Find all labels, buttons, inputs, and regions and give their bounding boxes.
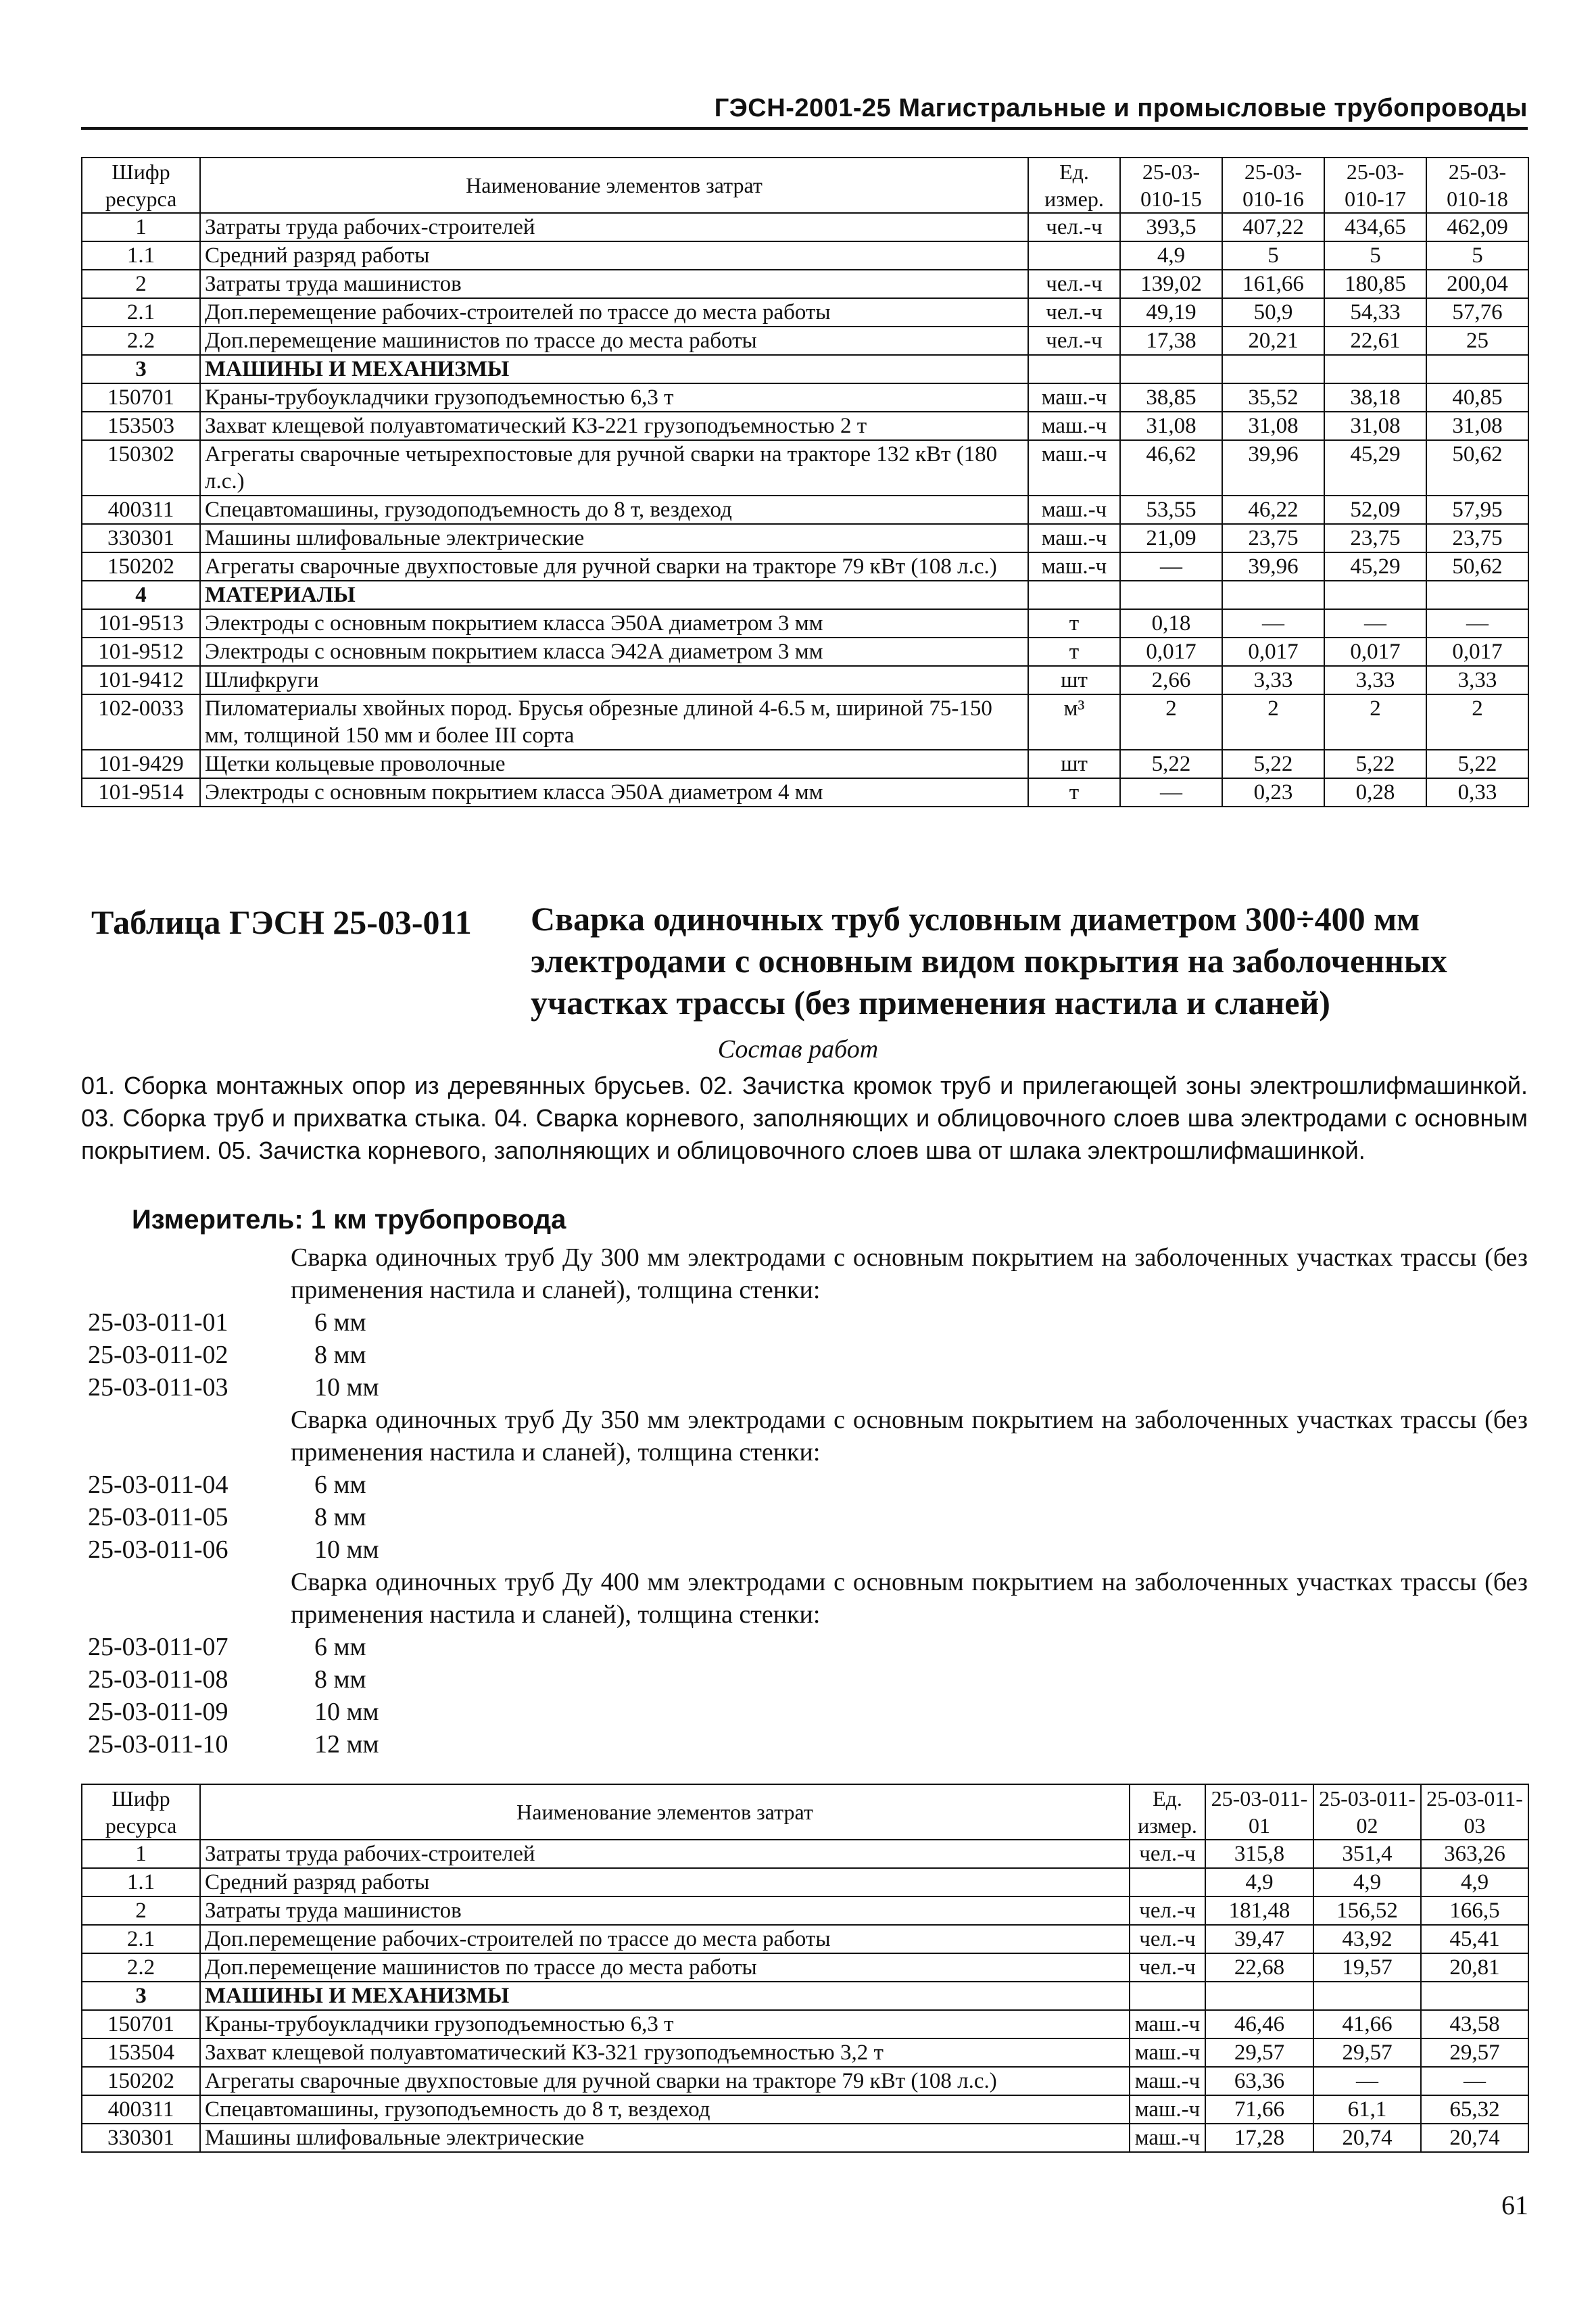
resource-code: 1.1 bbox=[82, 1868, 200, 1896]
norm-code: 25-03-011-10 bbox=[88, 1730, 228, 1759]
norm-codes-list bbox=[81, 1241, 1528, 1761]
resource-value: 22,68 bbox=[1205, 1953, 1313, 1982]
resource-unit: маш.-ч bbox=[1028, 496, 1120, 524]
resource-code: 101-9512 bbox=[82, 638, 200, 666]
resource-unit bbox=[1130, 1868, 1205, 1896]
wall-thickness: 6 мм bbox=[314, 1308, 366, 1337]
resource-value: 3,33 bbox=[1324, 666, 1426, 694]
wall-thickness: 8 мм bbox=[314, 1665, 366, 1694]
resource-unit bbox=[1028, 581, 1120, 609]
table-row bbox=[82, 1896, 1528, 1925]
resource-value bbox=[1426, 355, 1528, 383]
resource-value: 200,04 bbox=[1426, 270, 1528, 298]
resource-value: 5,22 bbox=[1324, 750, 1426, 778]
table-row bbox=[82, 552, 1528, 581]
resource-value: 49,19 bbox=[1120, 298, 1222, 327]
resource-value: 31,08 bbox=[1120, 412, 1222, 440]
resource-name: Машины шлифовальные электрические bbox=[200, 2124, 1130, 2152]
header-col: 25-03-010-16 bbox=[1222, 158, 1324, 213]
table-row bbox=[82, 327, 1528, 355]
norm-code: 25-03-011-03 bbox=[88, 1373, 228, 1402]
resource-value: 25 bbox=[1426, 327, 1528, 355]
wall-thickness: 6 мм bbox=[314, 1633, 366, 1661]
resource-value: 46,62 bbox=[1120, 440, 1222, 496]
resource-name: Электроды с основным покрытием класса Э50А диаметром 3 мм bbox=[200, 609, 1028, 638]
resource-code: 330301 bbox=[82, 524, 200, 552]
resource-value: 17,38 bbox=[1120, 327, 1222, 355]
resource-name: МАШИНЫ И МЕХАНИЗМЫ bbox=[200, 355, 1028, 383]
resource-unit: шт bbox=[1028, 750, 1120, 778]
resource-unit: т bbox=[1028, 638, 1120, 666]
norm-code: 25-03-011-06 bbox=[88, 1535, 228, 1564]
resource-name: Щетки кольцевые проволочные bbox=[200, 750, 1028, 778]
resource-unit: м³ bbox=[1028, 694, 1120, 750]
table-row bbox=[82, 2095, 1528, 2124]
resource-unit: маш.-ч bbox=[1130, 2067, 1205, 2095]
table-row bbox=[82, 1953, 1528, 1982]
resource-code: 150701 bbox=[82, 383, 200, 412]
resource-unit: маш.-ч bbox=[1130, 2010, 1205, 2038]
wall-thickness: 10 мм bbox=[314, 1535, 379, 1564]
resource-table-1 bbox=[81, 157, 1529, 807]
resource-value: 2 bbox=[1324, 694, 1426, 750]
resource-value: 166,5 bbox=[1421, 1896, 1528, 1925]
wall-thickness: 8 мм bbox=[314, 1341, 366, 1369]
resource-value: 43,92 bbox=[1313, 1925, 1421, 1953]
resource-value: 434,65 bbox=[1324, 213, 1426, 241]
resource-value bbox=[1222, 355, 1324, 383]
header-code: Шифр ресурса bbox=[82, 158, 200, 213]
resource-unit: чел.-ч bbox=[1028, 298, 1120, 327]
resource-value: 181,48 bbox=[1205, 1896, 1313, 1925]
resource-value: 50,9 bbox=[1222, 298, 1324, 327]
norm-code: 25-03-011-05 bbox=[88, 1503, 228, 1531]
resource-unit: маш.-ч bbox=[1130, 2095, 1205, 2124]
resource-value: 39,96 bbox=[1222, 440, 1324, 496]
norm-code-line bbox=[81, 1631, 1528, 1663]
resource-name: Агрегаты сварочные двухпостовые для ручной сварки на тракторе 79 кВт (108 л.с.) bbox=[200, 2067, 1130, 2095]
norm-group-description: Сварка одиночных труб Ду 350 мм электродами с основным покрытием на заболоченных участках трассы (без применения настила и сланей), толщина стенки: bbox=[291, 1406, 1528, 1466]
resource-unit: маш.-ч bbox=[1028, 524, 1120, 552]
resource-value: — bbox=[1120, 552, 1222, 581]
resource-value bbox=[1324, 581, 1426, 609]
resource-unit: т bbox=[1028, 609, 1120, 638]
table-row bbox=[82, 2010, 1528, 2038]
norm-code-line bbox=[81, 1501, 1528, 1533]
resource-value: 0,28 bbox=[1324, 778, 1426, 807]
resource-value: 61,1 bbox=[1313, 2095, 1421, 2124]
resource-value: 31,08 bbox=[1222, 412, 1324, 440]
resource-value: 351,4 bbox=[1313, 1840, 1421, 1868]
table-row bbox=[82, 213, 1528, 241]
resource-value: 20,74 bbox=[1313, 2124, 1421, 2152]
table-row bbox=[82, 2038, 1528, 2067]
header-name: Наименование элементов затрат bbox=[200, 158, 1028, 213]
table-header-row bbox=[82, 158, 1528, 213]
resource-name: Затраты труда рабочих-строителей bbox=[200, 1840, 1130, 1868]
resource-table-2 bbox=[81, 1784, 1529, 2153]
works-description: 01. Сборка монтажных опор из деревянных брусьев. 02. Зачистка кромок труб и прилегающей зоны электрошлифмашинкой. 03. Сборка труб и прихватка стыка. 04. Сварка корневого, заполняющих и облицовочного слоев шва электродами с основным покрытием. 05. Зачистка корневого, заполняющих и облицовочного слоев шва от шлака электрошлифмашинкой. bbox=[81, 1072, 1528, 1164]
resource-value: — bbox=[1222, 609, 1324, 638]
table-body bbox=[82, 1840, 1528, 2152]
table-row bbox=[82, 412, 1528, 440]
resource-value: 5,22 bbox=[1222, 750, 1324, 778]
resource-code: 2 bbox=[82, 1896, 200, 1925]
header-col: 25-03-010-15 bbox=[1120, 158, 1222, 213]
resource-value: 53,55 bbox=[1120, 496, 1222, 524]
table-row bbox=[82, 496, 1528, 524]
resource-code: 2.2 bbox=[82, 1953, 200, 1982]
norm-code: 25-03-011-04 bbox=[88, 1471, 228, 1499]
norm-code-line bbox=[81, 1728, 1528, 1761]
table-row bbox=[82, 298, 1528, 327]
header-unit: Ед. измер. bbox=[1130, 1784, 1205, 1840]
header-col: 25-03-011-02 bbox=[1313, 1784, 1421, 1840]
norm-code-line bbox=[81, 1371, 1528, 1404]
resource-code: 2.1 bbox=[82, 1925, 200, 1953]
resource-name: Доп.перемещение рабочих-строителей по трассе до места работы bbox=[200, 298, 1028, 327]
resource-value: 0,33 bbox=[1426, 778, 1528, 807]
resource-code: 101-9514 bbox=[82, 778, 200, 807]
resource-value: 315,8 bbox=[1205, 1840, 1313, 1868]
resource-code: 153504 bbox=[82, 2038, 200, 2067]
resource-value bbox=[1313, 1982, 1421, 2010]
resource-value bbox=[1120, 581, 1222, 609]
resource-code: 150302 bbox=[82, 440, 200, 496]
table-row bbox=[82, 241, 1528, 270]
resource-value: — bbox=[1324, 609, 1426, 638]
resource-name: Доп.перемещение рабочих-строителей по трассе до места работы bbox=[200, 1925, 1130, 1953]
resource-value bbox=[1421, 1982, 1528, 2010]
table-row bbox=[82, 666, 1528, 694]
resource-code: 2.1 bbox=[82, 298, 200, 327]
resource-name: Захват клещевой полуавтоматический КЗ-221 грузоподъемностью 2 т bbox=[200, 412, 1028, 440]
resource-code: 101-9429 bbox=[82, 750, 200, 778]
resource-value: 45,41 bbox=[1421, 1925, 1528, 1953]
resource-value: 2 bbox=[1222, 694, 1324, 750]
resource-value: 3,33 bbox=[1222, 666, 1324, 694]
resource-value: 4,9 bbox=[1205, 1868, 1313, 1896]
resource-unit: маш.-ч bbox=[1028, 412, 1120, 440]
resource-name: Краны-трубоукладчики грузоподъемностью 6,3 т bbox=[200, 2010, 1130, 2038]
resource-name: Затраты труда машинистов bbox=[200, 270, 1028, 298]
norm-code-line bbox=[81, 1663, 1528, 1696]
resource-value: 41,66 bbox=[1313, 2010, 1421, 2038]
resource-value: 0,017 bbox=[1324, 638, 1426, 666]
resource-value bbox=[1120, 355, 1222, 383]
resource-unit bbox=[1028, 241, 1120, 270]
resource-code: 2.2 bbox=[82, 327, 200, 355]
resource-value: 23,75 bbox=[1222, 524, 1324, 552]
resource-value: — bbox=[1421, 2067, 1528, 2095]
resource-code: 1 bbox=[82, 213, 200, 241]
norm-code-line bbox=[81, 1469, 1528, 1501]
resource-value: 52,09 bbox=[1324, 496, 1426, 524]
resource-unit: маш.-ч bbox=[1130, 2038, 1205, 2067]
resource-value: — bbox=[1313, 2067, 1421, 2095]
resource-value: 0,23 bbox=[1222, 778, 1324, 807]
norm-code-line bbox=[81, 1533, 1528, 1566]
resource-name: Краны-трубоукладчики грузоподъемностью 6,3 т bbox=[200, 383, 1028, 412]
wall-thickness: 10 мм bbox=[314, 1373, 379, 1402]
header-name: Наименование элементов затрат bbox=[200, 1784, 1130, 1840]
norm-code: 25-03-011-02 bbox=[88, 1341, 228, 1369]
resource-name: Доп.перемещение машинистов по трассе до места работы bbox=[200, 1953, 1130, 1982]
resource-code: 3 bbox=[82, 355, 200, 383]
resource-value: 393,5 bbox=[1120, 213, 1222, 241]
resource-unit: маш.-ч bbox=[1028, 440, 1120, 496]
resource-value: 161,66 bbox=[1222, 270, 1324, 298]
resource-name: Средний разряд работы bbox=[200, 241, 1028, 270]
table-row bbox=[82, 1868, 1528, 1896]
resource-value: 5,22 bbox=[1426, 750, 1528, 778]
norm-group-description: Сварка одиночных труб Ду 300 мм электродами с основным покрытием на заболоченных участках трассы (без применения настила и сланей), толщина стенки: bbox=[291, 1243, 1528, 1304]
header-col: 25-03-010-17 bbox=[1324, 158, 1426, 213]
resource-value: 2,66 bbox=[1120, 666, 1222, 694]
resource-value: 462,09 bbox=[1426, 213, 1528, 241]
resource-value: 5 bbox=[1426, 241, 1528, 270]
table-row bbox=[82, 694, 1528, 750]
resource-value: 20,21 bbox=[1222, 327, 1324, 355]
section-row bbox=[82, 581, 1528, 609]
table-title: Сварка одиночных труб условным диаметром 300÷400 мм электродами с основным видом покрытия на заболоченных участках трассы (без применения настила и сланей) bbox=[531, 900, 1447, 1022]
norm-code: 25-03-011-01 bbox=[88, 1308, 228, 1337]
norm-code: 25-03-011-09 bbox=[88, 1698, 228, 1726]
resource-name: МАТЕРИАЛЫ bbox=[200, 581, 1028, 609]
norm-code: 25-03-011-08 bbox=[88, 1665, 228, 1694]
resource-code: 4 bbox=[82, 581, 200, 609]
resource-value: 29,57 bbox=[1205, 2038, 1313, 2067]
resource-value: 31,08 bbox=[1426, 412, 1528, 440]
resource-code: 150202 bbox=[82, 552, 200, 581]
resource-value: 139,02 bbox=[1120, 270, 1222, 298]
resource-name: Электроды с основным покрытием класса Э42А диаметром 3 мм bbox=[200, 638, 1028, 666]
header-col: 25-03-010-18 bbox=[1426, 158, 1528, 213]
resource-code: 2 bbox=[82, 270, 200, 298]
header-unit: Ед. измер. bbox=[1028, 158, 1120, 213]
wall-thickness: 12 мм bbox=[314, 1730, 379, 1759]
resource-code: 153503 bbox=[82, 412, 200, 440]
resource-name: Захват клещевой полуавтоматический КЗ-321 грузоподъемностью 3,2 т bbox=[200, 2038, 1130, 2067]
resource-unit: чел.-ч bbox=[1130, 1953, 1205, 1982]
resource-unit: т bbox=[1028, 778, 1120, 807]
works-heading: Состав работ bbox=[717, 1035, 879, 1064]
resource-value: 43,58 bbox=[1421, 2010, 1528, 2038]
resource-value: 29,57 bbox=[1313, 2038, 1421, 2067]
resource-value: 2 bbox=[1120, 694, 1222, 750]
resource-value: 46,22 bbox=[1222, 496, 1324, 524]
table-row bbox=[82, 750, 1528, 778]
resource-value: 57,95 bbox=[1426, 496, 1528, 524]
resource-unit: чел.-ч bbox=[1130, 1925, 1205, 1953]
resource-value: 23,75 bbox=[1426, 524, 1528, 552]
resource-value: 156,52 bbox=[1313, 1896, 1421, 1925]
resource-value bbox=[1222, 581, 1324, 609]
table-row bbox=[82, 440, 1528, 496]
resource-name: Агрегаты сварочные двухпостовые для ручной сварки на тракторе 79 кВт (108 л.с.) bbox=[200, 552, 1028, 581]
resource-code: 1 bbox=[82, 1840, 200, 1868]
section-row bbox=[82, 1982, 1528, 2010]
resource-value: 4,9 bbox=[1421, 1868, 1528, 1896]
norm-group-description: Сварка одиночных труб Ду 400 мм электродами с основным покрытием на заболоченных участках трассы (без применения настила и сланей), толщина стенки: bbox=[291, 1568, 1528, 1629]
resource-unit bbox=[1130, 1982, 1205, 2010]
table-row bbox=[82, 270, 1528, 298]
resource-value: 46,46 bbox=[1205, 2010, 1313, 2038]
resource-code: 102-0033 bbox=[82, 694, 200, 750]
resource-code: 400311 bbox=[82, 496, 200, 524]
resource-code: 150202 bbox=[82, 2067, 200, 2095]
resource-value: 363,26 bbox=[1421, 1840, 1528, 1868]
norm-code: 25-03-011-07 bbox=[88, 1633, 228, 1661]
resource-value bbox=[1426, 581, 1528, 609]
resource-name: МАШИНЫ И МЕХАНИЗМЫ bbox=[200, 1982, 1130, 2010]
resource-unit bbox=[1028, 355, 1120, 383]
table-row bbox=[82, 609, 1528, 638]
resource-name: Шлифкруги bbox=[200, 666, 1028, 694]
wall-thickness: 6 мм bbox=[314, 1471, 366, 1499]
table-body bbox=[82, 213, 1528, 807]
resource-value: 17,28 bbox=[1205, 2124, 1313, 2152]
resource-unit: чел.-ч bbox=[1028, 327, 1120, 355]
resource-value: 21,09 bbox=[1120, 524, 1222, 552]
resource-unit: маш.-ч bbox=[1130, 2124, 1205, 2152]
resource-value: 0,18 bbox=[1120, 609, 1222, 638]
table-row bbox=[82, 638, 1528, 666]
resource-unit: чел.-ч bbox=[1130, 1896, 1205, 1925]
resource-name: Агрегаты сварочные четырехпостовые для ручной сварки на тракторе 132 кВт (180 л.с.) bbox=[200, 440, 1028, 496]
resource-code: 150701 bbox=[82, 2010, 200, 2038]
resource-value: 20,74 bbox=[1421, 2124, 1528, 2152]
resource-name: Спецавтомашины, грузодоподъемность до 8 т, вездеход bbox=[200, 496, 1028, 524]
resource-value bbox=[1205, 1982, 1313, 2010]
section-row bbox=[82, 355, 1528, 383]
resource-value: 22,61 bbox=[1324, 327, 1426, 355]
resource-value: 71,66 bbox=[1205, 2095, 1313, 2124]
measure-unit: Измеритель: 1 км трубопровода bbox=[132, 1205, 566, 1235]
resource-value: 54,33 bbox=[1324, 298, 1426, 327]
resource-value: 4,9 bbox=[1313, 1868, 1421, 1896]
resource-code: 330301 bbox=[82, 2124, 200, 2152]
resource-name: Машины шлифовальные электрические bbox=[200, 524, 1028, 552]
header-code: Шифр ресурса bbox=[82, 1784, 200, 1840]
resource-value: 23,75 bbox=[1324, 524, 1426, 552]
resource-value: 45,29 bbox=[1324, 552, 1426, 581]
resource-name: Спецавтомашины, грузоподъемность до 8 т, вездеход bbox=[200, 2095, 1130, 2124]
header-col: 25-03-011-01 bbox=[1205, 1784, 1313, 1840]
table-row bbox=[82, 1925, 1528, 1953]
norm-code-line bbox=[81, 1696, 1528, 1728]
header-title: ГЭСН-2001-25 Магистральные и промысловые трубопроводы bbox=[714, 94, 1528, 122]
resource-value: 39,47 bbox=[1205, 1925, 1313, 1953]
norm-code-line bbox=[81, 1339, 1528, 1371]
resource-value: 20,81 bbox=[1421, 1953, 1528, 1982]
resource-unit: чел.-ч bbox=[1028, 270, 1120, 298]
resource-value: 0,017 bbox=[1426, 638, 1528, 666]
resource-value: 4,9 bbox=[1120, 241, 1222, 270]
resource-value: 3,33 bbox=[1426, 666, 1528, 694]
resource-value: 5 bbox=[1324, 241, 1426, 270]
resource-value: 180,85 bbox=[1324, 270, 1426, 298]
resource-value: 5 bbox=[1222, 241, 1324, 270]
resource-name: Доп.перемещение машинистов по трассе до места работы bbox=[200, 327, 1028, 355]
page-number: 61 bbox=[1501, 2190, 1528, 2220]
resource-value: 31,08 bbox=[1324, 412, 1426, 440]
resource-value: 65,32 bbox=[1421, 2095, 1528, 2124]
resource-name: Пиломатериалы хвойных пород. Брусья обрезные длиной 4-6.5 м, шириной 75-150 мм, толщиной 150 мм и более III сорта bbox=[200, 694, 1028, 750]
resource-name: Электроды с основным покрытием класса Э50А диаметром 4 мм bbox=[200, 778, 1028, 807]
resource-unit: чел.-ч bbox=[1028, 213, 1120, 241]
resource-value: 38,85 bbox=[1120, 383, 1222, 412]
norm-code-line bbox=[81, 1306, 1528, 1339]
resource-value: — bbox=[1120, 778, 1222, 807]
wall-thickness: 8 мм bbox=[314, 1503, 366, 1531]
resource-unit: маш.-ч bbox=[1028, 383, 1120, 412]
resource-value: 407,22 bbox=[1222, 213, 1324, 241]
resource-unit: шт bbox=[1028, 666, 1120, 694]
table-row bbox=[82, 524, 1528, 552]
table-row bbox=[82, 2124, 1528, 2152]
resource-value: 45,29 bbox=[1324, 440, 1426, 496]
resource-value: 0,017 bbox=[1222, 638, 1324, 666]
resource-value: 0,017 bbox=[1120, 638, 1222, 666]
resource-value: 38,18 bbox=[1324, 383, 1426, 412]
resource-value: 19,57 bbox=[1313, 1953, 1421, 1982]
resource-value: 50,62 bbox=[1426, 552, 1528, 581]
resource-value: 5,22 bbox=[1120, 750, 1222, 778]
table-header-row bbox=[82, 1784, 1528, 1840]
resource-code: 101-9412 bbox=[82, 666, 200, 694]
header-col: 25-03-011-03 bbox=[1421, 1784, 1528, 1840]
resource-code: 101-9513 bbox=[82, 609, 200, 638]
resource-value: 63,36 bbox=[1205, 2067, 1313, 2095]
page-header bbox=[81, 87, 1528, 130]
resource-code: 400311 bbox=[82, 2095, 200, 2124]
resource-value: 2 bbox=[1426, 694, 1528, 750]
resource-name: Средний разряд работы bbox=[200, 1868, 1130, 1896]
resource-value: 40,85 bbox=[1426, 383, 1528, 412]
resource-name: Затраты труда машинистов bbox=[200, 1896, 1130, 1925]
resource-value: — bbox=[1426, 609, 1528, 638]
resource-value: 57,76 bbox=[1426, 298, 1528, 327]
table-row bbox=[82, 2067, 1528, 2095]
resource-code: 1.1 bbox=[82, 241, 200, 270]
resource-value: 39,96 bbox=[1222, 552, 1324, 581]
resource-value: 29,57 bbox=[1421, 2038, 1528, 2067]
wall-thickness: 10 мм bbox=[314, 1698, 379, 1726]
resource-code: 3 bbox=[82, 1982, 200, 2010]
resource-value bbox=[1324, 355, 1426, 383]
table-row bbox=[82, 778, 1528, 807]
resource-name: Затраты труда рабочих-строителей bbox=[200, 213, 1028, 241]
table-row bbox=[82, 383, 1528, 412]
resource-unit: чел.-ч bbox=[1130, 1840, 1205, 1868]
resource-value: 50,62 bbox=[1426, 440, 1528, 496]
table-label: Таблица ГЭСН 25-03-011 bbox=[91, 903, 472, 941]
resource-value: 35,52 bbox=[1222, 383, 1324, 412]
resource-unit: маш.-ч bbox=[1028, 552, 1120, 581]
table-row bbox=[82, 1840, 1528, 1868]
